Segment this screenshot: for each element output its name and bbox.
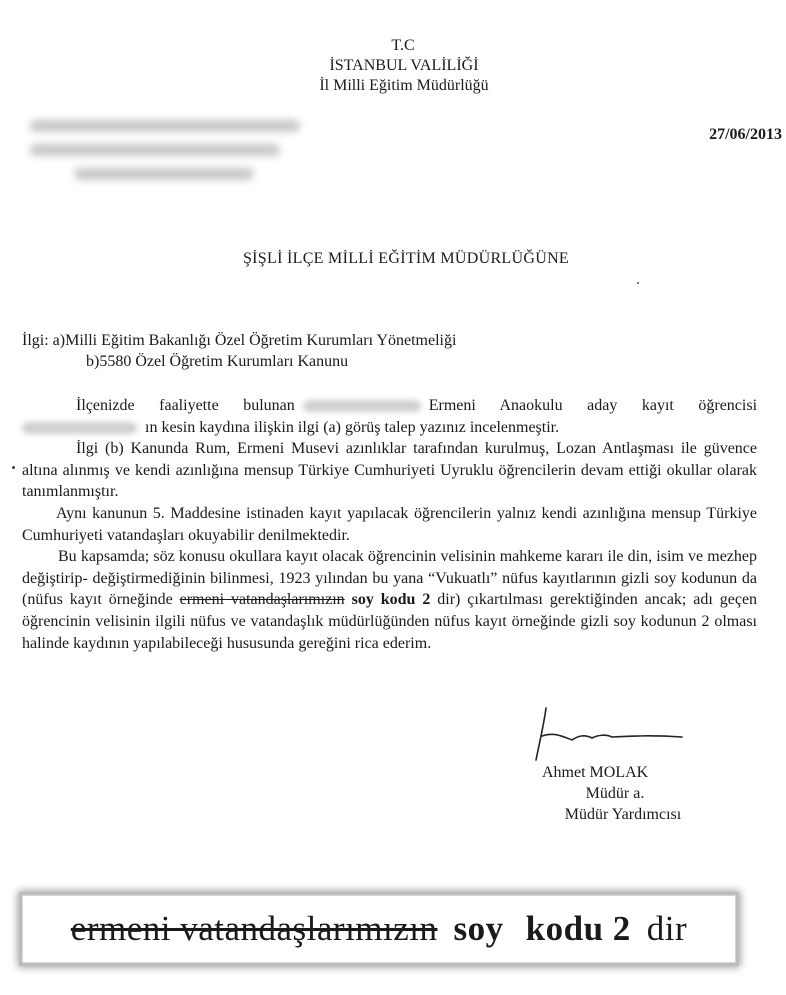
paragraph-4-end: dir) çıkartılması gerektiğinden ancak; adı geçen öğrencinin velisinin ilgili nüfus ve vatandaşlık müdürlüğünden nüfus kayıt örneğinde gizli soy kodunun 2 olması halinde kaydının yapılabileceği hususunda gereğini rica ederim. — [22, 591, 758, 652]
letter-body — [22, 395, 757, 654]
paragraph-3: Aynı kanunun 5. Maddesine istinaden kayıt yapılacak öğrencilerin yalnız kendi azınlığına mensup Türkiye Cumhuriyeti vatandaşları okuyabilir denilmektedir. — [22, 504, 757, 544]
zoom-kodu: kodu 2 — [525, 909, 631, 948]
signatory-title-2: Müdür Yardımcısı — [564, 806, 682, 823]
reference-list — [22, 330, 456, 372]
signatory-title-1: Müdür a. — [585, 785, 645, 802]
letterhead-tc: T.C — [391, 37, 415, 54]
bold-soy-kodu: soy kodu 2 — [351, 591, 431, 609]
zoomed-highlight-box — [22, 895, 736, 963]
addressee: ŞİŞLİ İLÇE MİLLİ EĞİTİM MÜDÜRLÜĞÜNE — [242, 250, 569, 267]
reference-b: b)5580 Özel Öğretim Kurumları Kanunu — [86, 353, 349, 370]
zoom-dir: dir — [646, 909, 688, 948]
scan-speck — [637, 282, 639, 284]
redacted-student-name — [22, 422, 137, 434]
paragraph-1-end: ın kesin kaydına ilişkin ilgi (a) görüş talep yazınız incelenmeştir. — [145, 418, 560, 436]
struck-text: ermeni vatandaşlarımızın — [179, 591, 345, 609]
signatory-block — [530, 762, 700, 825]
paragraph-4 — [22, 546, 757, 654]
letterhead — [0, 36, 786, 96]
paragraph-1 — [22, 395, 757, 438]
signatory-name: Ahmet MOLAK — [542, 764, 649, 781]
scan-speck — [12, 466, 15, 469]
letterhead-governorship: İSTANBUL VALİLİĞİ — [329, 57, 479, 74]
reference-a: İlgi: a)Milli Eğitim Bakanlığı Özel Öğretim Kurumları Yönetmeliği — [22, 332, 457, 349]
paragraph-1-start: İlçenizde faaliyette bulunan — [76, 397, 295, 414]
paragraph-1-middle: Ermeni Anaokulu aday kayıt öğrencisi — [428, 397, 758, 414]
zoom-soy: soy — [453, 909, 504, 948]
document-date: 27/06/2013 — [709, 126, 782, 143]
paragraph-2: İlgi (b) Kanunda Rum, Ermeni Musevi azınlıklar tarafından kurulmuş, Lozan Antlaşması ile güvence altına alınmış ve kendi azınlığına mensup Türkiye Cumhuriyeti Uyruklu öğrencilerin devam ettiği okullar olarak tanımlanmıştır. — [22, 440, 757, 501]
zoomed-highlight-text — [71, 909, 687, 949]
handwritten-signature — [532, 706, 692, 766]
letterhead-directorate: İl Milli Eğitim Müdürlüğü — [319, 77, 489, 94]
redacted-school-name — [303, 400, 421, 412]
paragraph-4-start: Bu kapsamda; söz konusu okullara kayıt olacak öğrencinin velisinin mahkeme kararı ile din, isim ve mezhep değiştirip- değiştirmediğinin bilinmesi, 1923 yılından bu yana “Vukuatlı” nüfus kayıtlarının gizli soy kodunun da (nüfus kayıt örneğinde — [22, 548, 757, 609]
zoom-struck-text: ermeni vatandaşlarımızın — [70, 909, 438, 948]
redacted-reference-block — [30, 116, 310, 186]
